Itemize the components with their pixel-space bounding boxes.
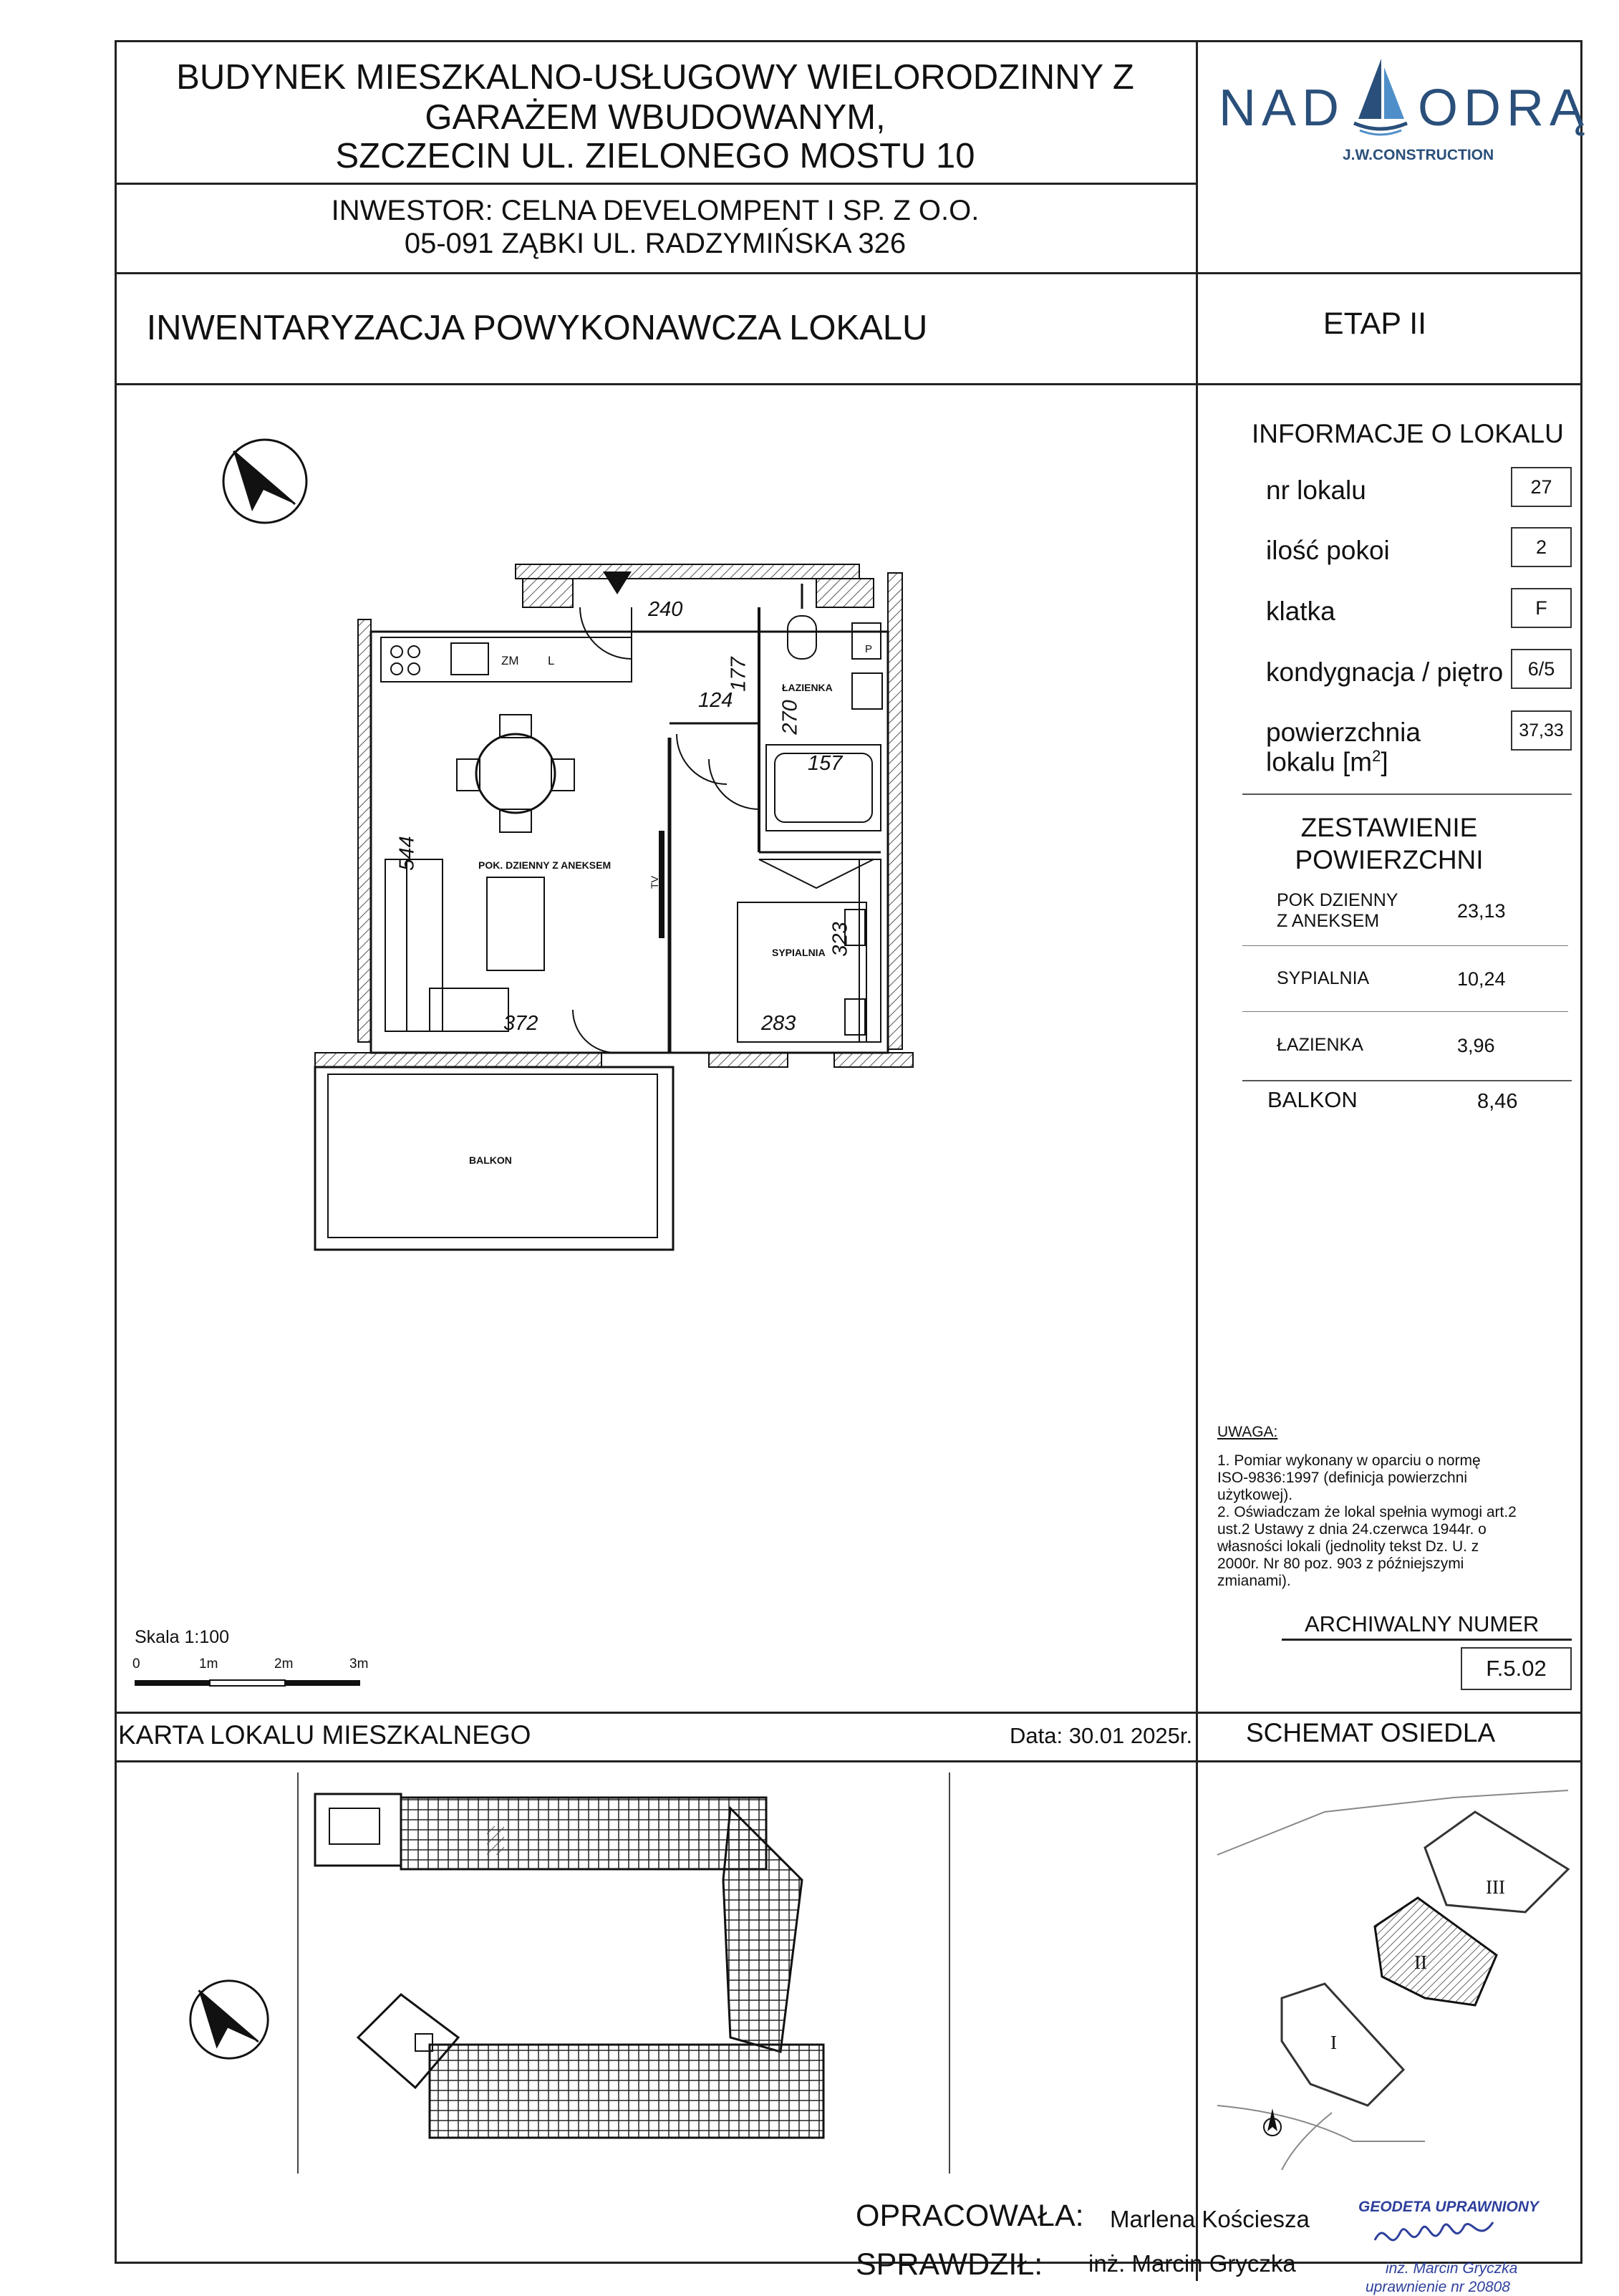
summary-label-living-2: Z ANEKSEM [1277,911,1380,931]
summary-divider-1 [1242,945,1568,946]
dim-323: 323 [828,922,852,957]
floor-plan [301,551,960,1268]
schema-north-icon [1262,2106,1283,2141]
stamp-license: uprawnienie nr 20808 [1366,2279,1510,2295]
stamp-title: GEODETA UPRAWNIONY [1358,2199,1540,2215]
area-unit-end: ] [1381,747,1388,777]
info-label-area-2 [1266,747,1388,777]
card-title: KARTA LOKALU MIESZKALNEGO [118,1720,531,1750]
header-divider-1 [115,183,1197,185]
fixture-tv: TV [648,876,660,889]
investor-line-2: 05-091 ZĄBKI UL. RADZYMIŃSKA 326 [404,228,907,259]
summary-label-bathroom: ŁAZIENKA [1277,1035,1363,1055]
archive-label: ARCHIWALNY NUMER [1305,1611,1540,1636]
info-label-rooms: ilość pokoi [1266,536,1390,565]
archive-underline [1282,1639,1572,1641]
prepared-label: OPRACOWAŁA: [856,2199,1084,2233]
summary-value-balcony: 8,46 [1477,1090,1518,1113]
summary-divider-3 [1242,1080,1572,1081]
summary-title-1: ZESTAWIENIE [1300,813,1478,842]
notes-line-6: własności lokali (jednolity tekst Dz. U. z [1217,1538,1479,1555]
info-value-apartment-no: 27 [1511,467,1572,507]
scale-tick-2: 2m [274,1656,294,1672]
dim-270: 270 [778,700,802,735]
site-plan-left-border [297,1772,299,2174]
header-divider-3 [115,383,1582,385]
company-logo [1210,50,1590,172]
room-label-bedroom: SYPIALNIA [772,947,826,958]
frame-top [115,40,1582,42]
frame-left [115,40,117,2264]
room-label-living: POK. DZIENNY Z ANEKSEM [478,859,612,871]
schema-label-stage-2: II [1414,1952,1427,1973]
summary-divider-2 [1242,1011,1568,1012]
checked-name: inż. Marcin Gryczka [1088,2250,1296,2277]
summary-value-living: 23,13 [1457,900,1506,922]
schema-label-stage-3: III [1486,1876,1505,1898]
scale-label: Skala 1:100 [135,1627,230,1647]
logo-divider [1196,272,1582,274]
info-label-staircase: klatka [1266,597,1335,626]
plan-info-divider [1196,383,1198,2281]
info-divider [1242,794,1572,795]
dim-124: 124 [698,689,733,712]
logo-subtitle: J.W.CONSTRUCTION [1343,147,1494,163]
notes-line-5: ust.2 Ustawy z dnia 24.czerwca 1944r. o [1217,1521,1487,1538]
dim-177: 177 [727,657,750,692]
info-label-floor: kondygnacja / piętro [1266,657,1504,687]
schema-title: SCHEMAT OSIEDLA [1246,1718,1496,1747]
info-label-apartment-no: nr lokalu [1266,476,1366,505]
dim-283: 283 [761,1012,796,1035]
summary-title-2: POWIERZCHNI [1295,845,1484,874]
footer-divider-1 [115,1712,1582,1714]
info-value-area: 37,33 [1511,710,1572,751]
notes-line-3: użytkowej). [1217,1487,1293,1503]
info-value-rooms: 2 [1511,527,1572,567]
info-label-area-1: powierzchnia [1266,718,1421,747]
north-arrow-icon [221,437,309,526]
scale-tick-0: 0 [132,1656,140,1672]
notes-line-4: 2. Oświadczam że lokal spełnia wymogi art.2 [1217,1504,1517,1520]
area-unit-sup: 2 [1372,747,1381,765]
archive-value: F.5.02 [1461,1647,1572,1690]
header-divider-2 [115,272,1197,274]
info-title: INFORMACJE O LOKALU [1252,419,1564,448]
project-title-line-3: SZCZECIN UL. ZIELONEGO MOSTU 10 [335,137,975,175]
document-subject: INWENTARYZACJA POWYKONAWCZA LOKALU [146,309,928,347]
summary-label-balcony: BALKON [1267,1087,1358,1112]
info-value-staircase: F [1511,588,1572,628]
project-title-line-1: BUDYNEK MIESZKALNO-USŁUGOWY WIELORODZINNY Z [176,58,1134,97]
site-plan-right-border [949,1772,950,2174]
notes-line-2: ISO-9836:1997 (definicja powierzchni [1217,1470,1468,1486]
notes-title: UWAGA: [1217,1424,1278,1440]
site-north-arrow-icon [186,1977,272,2063]
sailboat-icon [1350,56,1411,142]
document-date: Data: 30.01 2025r. [1010,1723,1193,1748]
notes-line-1: 1. Pomiar wykonany w oparciu o normę [1217,1452,1481,1469]
fixture-p: P [865,643,873,655]
info-value-floor: 6/5 [1511,649,1572,689]
surveyor-stamp [1357,2190,1557,2295]
dim-544: 544 [395,836,419,871]
logo-text-left: NAD [1219,79,1345,137]
dim-240: 240 [648,598,683,621]
prepared-name: Marlena Kościesza [1110,2206,1310,2232]
stamp-name: inż. Marcin Gryczka [1386,2260,1518,2277]
building-complex-plan [308,1780,866,2181]
area-unit-text: lokalu [m [1266,747,1373,777]
scale-bar [135,1676,371,1690]
summary-value-bedroom: 10,24 [1457,968,1506,990]
notes-line-8: zmianami). [1217,1573,1291,1589]
notes-line-7: 2000r. Nr 80 poz. 903 z późniejszymi [1217,1555,1464,1572]
frame-right [1580,40,1582,2264]
room-label-balcony: BALKON [469,1154,512,1166]
checked-label: SPRAWDZIŁ: [856,2247,1043,2282]
fixture-fridge: ZM [501,654,519,667]
fixture-dishwasher: L [548,654,555,667]
summary-value-bathroom: 3,96 [1457,1035,1495,1056]
scale-tick-1: 1m [199,1656,218,1672]
dim-372: 372 [503,1012,538,1035]
stage-label: ETAP II [1323,307,1427,341]
signature-scribble [1371,2211,1507,2258]
header-vertical-divider [1196,40,1198,384]
summary-label-bedroom: SYPIALNIA [1277,968,1370,988]
room-label-bathroom: ŁAZIENKA [782,682,833,693]
project-title-line-2: GARAŻEM WBUDOWANYM, [425,98,886,137]
dim-157: 157 [808,752,843,775]
footer-divider-2 [115,1760,1582,1762]
investor-line-1: INWESTOR: CELNA DEVELOMPENT I SP. Z O.O. [331,195,980,226]
scale-tick-3: 3m [349,1656,369,1672]
summary-label-living-1: POK DZIENNY [1277,890,1398,910]
schema-label-stage-1: I [1330,2032,1337,2053]
logo-text-right: ODRĄ [1418,79,1590,137]
